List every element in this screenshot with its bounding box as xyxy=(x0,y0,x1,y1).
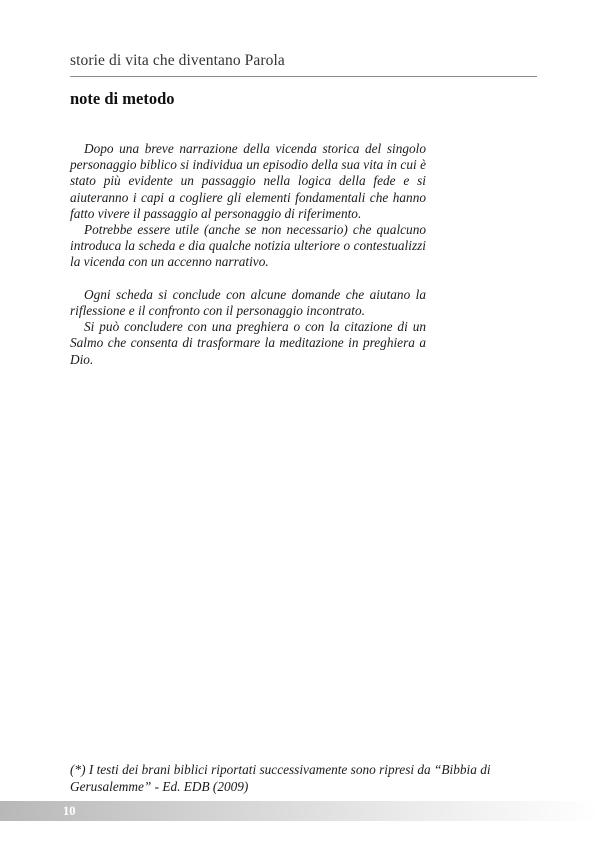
footnote: (*) I testi dei brani biblici riportati successivamente sono ripresi da “Bibbia di Gerusalemme” - Ed. EDB (2009) xyxy=(70,762,491,794)
body-text xyxy=(70,141,426,368)
paragraph-1: Dopo una breve narrazione della vicenda storica del singolo personaggio biblico si individua un episodio della sua vita in cui è stato più evidente un passaggio nella logica della fede e si aiuteranno i capi a cogliere gli elementi fondamentali che hanno fatto vivere il passaggio al personaggio di riferimento. xyxy=(70,141,426,221)
section-title: note di metodo xyxy=(70,89,175,108)
paragraph-2: Potrebbe essere utile (anche se non necessario) che qualcuno introduca la scheda e dia qualche notizia ulteriore o contestualizzi la vicenda con un accenno narrativo. xyxy=(70,222,426,270)
paragraph-3: Ogni scheda si conclude con alcune domande che aiutano la riflessione e il confronto con il personaggio incontrato. xyxy=(70,286,426,319)
footer-band xyxy=(0,801,600,821)
header-divider xyxy=(70,76,537,77)
paragraph-4: Si può concludere con una preghiera o con la citazione di un Salmo che consenta di trasformare la meditazione in preghiera a Dio. xyxy=(70,319,426,367)
running-header: storie di vita che diventano Parola xyxy=(70,52,285,69)
page-number: 10 xyxy=(63,804,76,818)
